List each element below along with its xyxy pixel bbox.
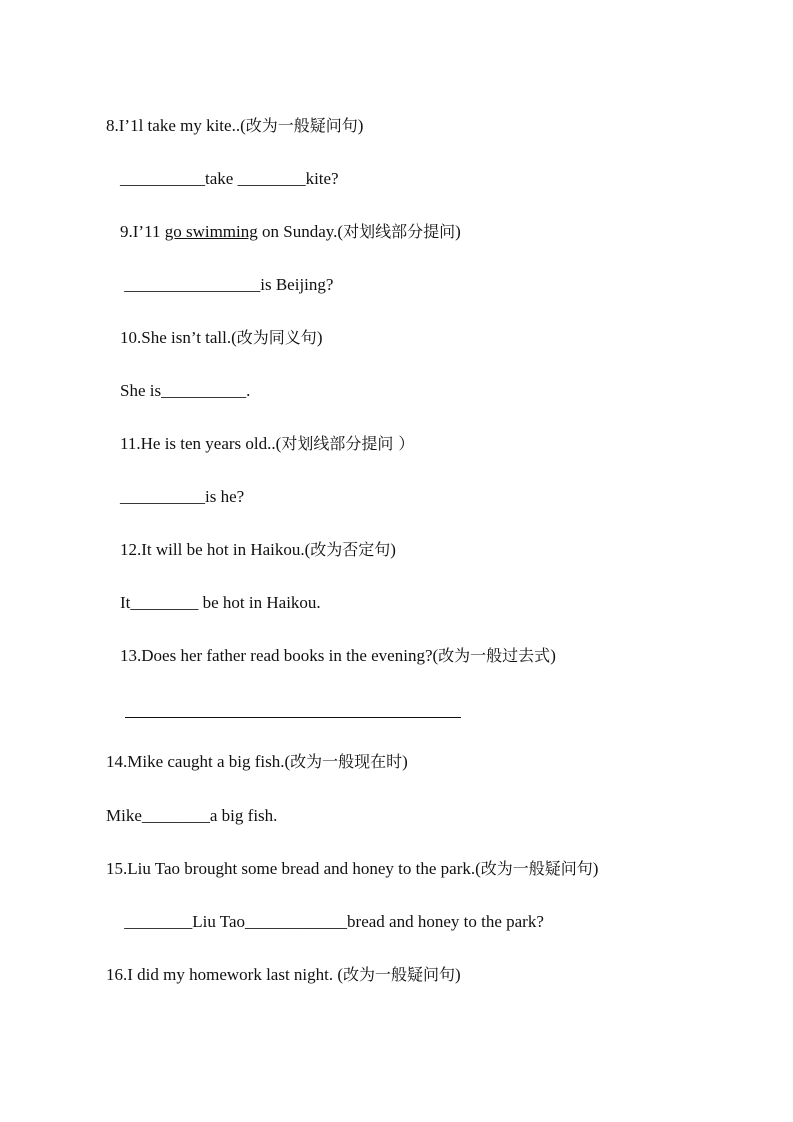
question-15-prompt	[106, 859, 598, 879]
prompt-text: 16.I did my homework last night. (	[106, 965, 344, 984]
prompt-text: 12.It will be hot in Haikou.(	[120, 540, 311, 559]
question-13-answer-blank	[125, 717, 461, 718]
question-14-prompt	[106, 752, 408, 772]
prompt-text: on Sunday.(	[257, 222, 344, 241]
instruction-note: 改为否定句	[310, 540, 391, 559]
prompt-text: 13.Does her father read books in the evening?(	[120, 646, 439, 665]
prompt-text: 14.Mike caught a big fish.(	[106, 752, 291, 771]
question-13-prompt	[120, 646, 556, 666]
instruction-note: 对划线部分提问 ）	[281, 434, 415, 453]
instruction-note: 改为一般现在时	[290, 752, 403, 771]
prompt-close: )	[357, 116, 364, 135]
prompt-close: )	[316, 328, 323, 347]
question-8-answer: __________take ________kite?	[120, 169, 339, 188]
instruction-note: 对划线部分提问	[343, 222, 456, 241]
prompt-text: 10.She isn’t tall.(	[120, 328, 237, 347]
prompt-close: )	[455, 222, 461, 241]
question-9-answer: ________________is Beijing?	[120, 275, 334, 294]
question-10-answer: She is__________.	[120, 381, 251, 400]
prompt-text: 9.I’11	[120, 222, 165, 241]
instruction-note: 改为一般疑问句	[480, 859, 593, 878]
instruction-note: 改为同义句	[236, 328, 317, 347]
question-12-prompt	[120, 540, 396, 560]
question-8-prompt	[106, 116, 363, 136]
prompt-close: )	[390, 540, 396, 559]
question-15-answer: ________Liu Tao____________bread and honey to the park?	[120, 912, 544, 931]
prompt-text: 15.Liu Tao brought some bread and honey to the park.(	[106, 859, 481, 878]
underlined-phrase: go swimming	[164, 222, 258, 241]
question-10-prompt	[120, 328, 322, 348]
prompt-text: 11.He is ten years old..(	[120, 434, 282, 453]
question-12-answer: It________ be hot in Haikou.	[120, 593, 321, 612]
prompt-close: )	[592, 859, 599, 878]
prompt-close: )	[402, 752, 408, 771]
prompt-close: )	[455, 965, 461, 984]
question-16-prompt	[106, 965, 461, 985]
instruction-note: 改为一般疑问句	[245, 116, 358, 135]
question-11-prompt	[120, 434, 414, 454]
question-11-answer: __________is he?	[120, 487, 245, 506]
instruction-note: 改为一般疑问句	[343, 965, 456, 984]
prompt-close: )	[550, 646, 556, 665]
question-9-prompt	[120, 222, 461, 242]
question-14-answer: Mike________a big fish.	[106, 806, 278, 825]
instruction-note: 改为一般过去式	[438, 646, 551, 665]
prompt-text: 8.I’1l take my kite..(	[106, 116, 246, 135]
